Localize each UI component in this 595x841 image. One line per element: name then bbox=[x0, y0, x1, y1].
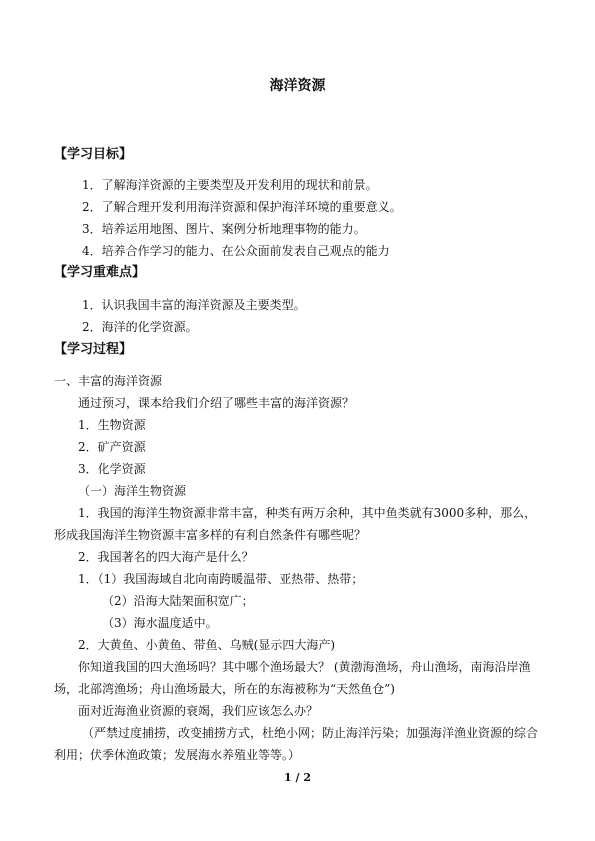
process-heading: 【学习过程】 bbox=[54, 342, 133, 357]
process-line: 1．我国的海洋生物资源非常丰富，种类有两万余种，其中鱼类就有3000多种，那么， bbox=[78, 506, 537, 520]
process-line: （3）海水温度适中。 bbox=[102, 616, 218, 630]
keypoint-item: 1．认识我国丰富的海洋资源及主要类型。 bbox=[82, 298, 306, 312]
process-line: 面对近海渔业资源的衰竭，我们应该怎么办？ bbox=[78, 704, 319, 718]
page-title: 海洋资源 bbox=[269, 78, 326, 94]
process-line: 1．生物资源 bbox=[78, 418, 146, 432]
objective-item: 3．培养运用地图、图片、案例分析地理事物的能力。 bbox=[82, 222, 366, 236]
process-line: 3．化学资源 bbox=[78, 462, 146, 476]
process-line: 场，北部湾渔场；舟山渔场最大，所在的东海被称为“天然鱼仓”) bbox=[54, 682, 395, 696]
keypoints-heading: 【学习重难点】 bbox=[54, 265, 146, 280]
process-subheading: （一）海洋生物资源 bbox=[78, 484, 187, 498]
process-line: 2．我国著名的四大海产是什么？ bbox=[78, 550, 254, 564]
process-line: 2．大黄鱼、小黄鱼、带鱼、乌贼(显示四大海产) bbox=[78, 638, 335, 652]
objective-item: 1．了解海洋资源的主要类型及开发利用的现状和前景。 bbox=[82, 178, 378, 192]
process-line: 你知道我国的四大渔场吗？其中哪个渔场最大？ (黄渤海渔场，舟山渔场，南海沿岸渔 bbox=[78, 660, 531, 674]
process-line: （2）沿海大陆架面积宽广； bbox=[102, 594, 254, 608]
process-line: 利用；伏季休渔政策；发展海水养殖业等等。） bbox=[54, 748, 301, 762]
objective-item: 2．了解合理开发利用海洋资源和保护海洋环境的重要意义。 bbox=[82, 200, 402, 214]
page-number: 1 / 2 bbox=[284, 771, 311, 784]
keypoint-item: 2．海洋的化学资源。 bbox=[82, 320, 198, 334]
objectives-heading: 【学习目标】 bbox=[54, 147, 133, 162]
process-line: 通过预习，课本给我们介绍了哪些丰富的海洋资源？ bbox=[78, 396, 355, 410]
process-line: 2．矿产资源 bbox=[78, 440, 146, 454]
process-line: 形成我国海洋生物资源丰富多样的有利自然条件有哪些呢？ bbox=[54, 528, 367, 542]
process-subheading: 一、丰富的海洋资源 bbox=[54, 374, 163, 388]
process-line: （严禁过度捕捞，改变捕捞方式，杜绝小网；防止海洋污染；加强海洋渔业资源的综合 bbox=[82, 726, 539, 740]
objective-item: 4．培养合作学习的能力、在公众面前发表自己观点的能力 bbox=[82, 244, 390, 258]
process-line: 1．（1）我国海域自北向南跨暖温带、亚热带、热带； bbox=[78, 572, 364, 586]
